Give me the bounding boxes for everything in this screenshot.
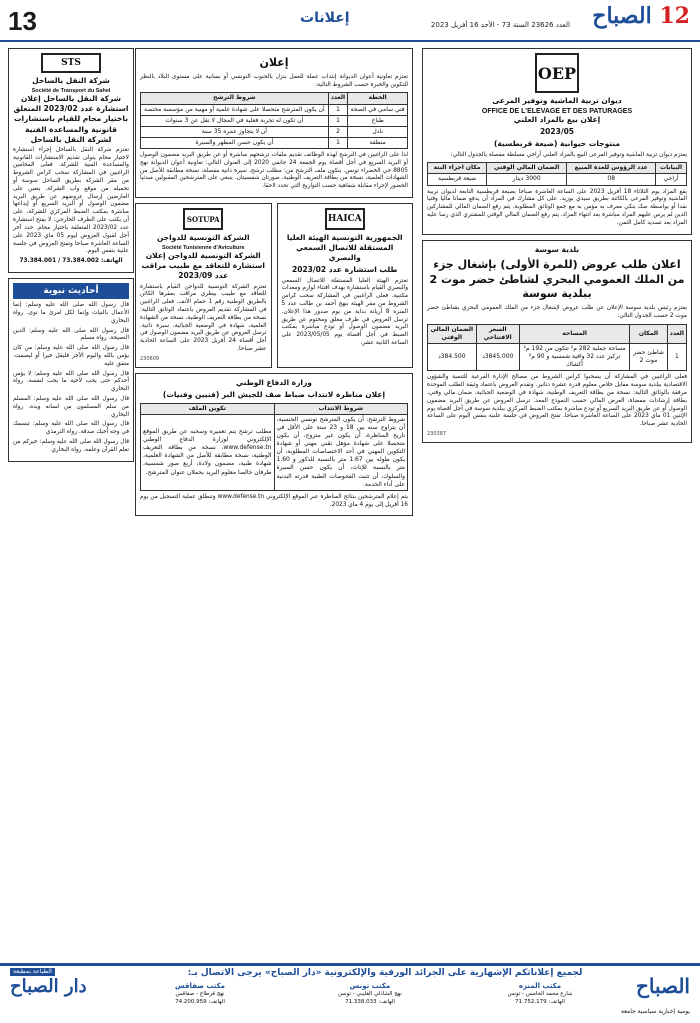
office-name: مكتب صفاقس [174, 982, 226, 990]
hotel-th: شروط الترشح [141, 93, 329, 104]
oep-logo: OEP [535, 53, 579, 93]
hadith-item: قال رسول الله صلى الله عليه وسلم: من كان يؤمن بالله واليوم الآخر فليقل خيرا أو ليصمت. متفق عليه [13, 345, 129, 367]
sotupa-authority-fr: Société Tunisienne d'Aviculture [161, 245, 245, 252]
hotel-td: أن يكون المترشح متحصلا على شهادة علمية أو مهنية من مؤسسة مختصة [141, 104, 329, 115]
hotel-table [140, 92, 408, 148]
haica-authority: الجمهورية التونسية الهيئة العليا المستقلة للاتصال السمعي والبصري [286, 233, 403, 263]
hotel-td: أن تكون له تجربة فعلية في المجال لا تقل عن 3 سنوات [141, 115, 329, 126]
masthead [0, 0, 700, 42]
oep-th: مكان اجراء البتة [428, 163, 487, 174]
transport-title: شركة النقل بالساحل إعلان استشارة عدد 2023/02 المتعلق باختيار محام للقيام باستشارات قانونية والمساعدة الفنية لشركة النقل بالساحل [13, 94, 129, 144]
sotupa-ad [135, 203, 272, 368]
footer-logo: الصباح [635, 974, 690, 998]
footer-offices [120, 982, 620, 1006]
haica-logo: HAICA [325, 208, 365, 230]
haica-ad [277, 203, 414, 368]
hotel-intro: تعتزم تعاونية أعوان الديوانة إنتداب عملة للعمل بنزل بالجنوب التونسي أو بسانية على مستوى البلاد بالنظر للتكوين والخبرة حسب الشروط التالية: [140, 73, 408, 88]
table-row [428, 344, 687, 371]
hadith-item: قال رسول الله صلى الله عليه وسلم: لا يؤمن أحدكم حتى يحب لأخيه ما يحب لنفسه. رواه البخاري [13, 370, 129, 393]
table-row [428, 174, 687, 185]
haica-title: طلب استشارة عدد 2023/02 [292, 265, 398, 275]
oep-th: البيانات [656, 163, 687, 174]
office-item [460, 982, 620, 1006]
footer-print-label: الطباعة بمطبعة [10, 968, 55, 976]
table-row [141, 115, 408, 126]
defense-ad [135, 373, 413, 517]
hotel-td: أن لا يتجاوز عمره 35 سنة [141, 126, 329, 137]
hadith-title: أحاديث نبوية [13, 283, 129, 299]
hotel-td: 1 [328, 115, 347, 126]
oep-notice-title: إعلان بيع بالمزاد العلني [513, 115, 601, 125]
sousse-td: 384.500د [428, 344, 477, 371]
hadith-box [8, 278, 134, 462]
transport-authority: شركة النقل بالساحل [32, 76, 110, 85]
sousse-title: اعلان طلب عروض (للمرة الأولى) بإشغال جزء من الملك العمومي البحري لشاطئ حضر موت 2 ببلدية سوسة [429, 257, 685, 301]
office-address: شارع محمد الخامس - تونس [507, 991, 573, 998]
office-item [120, 982, 280, 1006]
office-name: مكتب المنزه [518, 982, 562, 990]
hadith-item: قال رسول الله صلى الله عليه وسلم: المسلم من سلم المسلمون من لسانه ويده. رواه البخاري [13, 396, 129, 418]
hotel-td: 1 [328, 137, 347, 148]
oep-agency: ديوان تربية الماشية وتوفير المرعى [492, 96, 622, 105]
sousse-authority: بلدية سوسة [534, 244, 580, 254]
hadith-item: قال رسول الله صلى الله عليه وسلم: تبسمك في وجه أخيك صدقة. رواه الترمذي [13, 421, 129, 436]
sousse-th: العدد [667, 324, 686, 343]
sousse-th: المكان [630, 324, 667, 343]
office-phone: الهاتف: 71.752.179 [515, 998, 565, 1005]
sousse-td: مساحة جملية 282 م² تتكون من 192 م² تركيز عدد 32 واقية شمسية و 90 م² أكشاك [519, 344, 629, 371]
oep-th: الضمان المالي الوقتي [487, 163, 567, 174]
left-column [8, 48, 134, 467]
table-row [141, 414, 408, 490]
transport-phone: الهاتف: 73.384.002 / 73.384.001 [19, 258, 123, 265]
transport-body: تعتزم شركة النقل بالساحل إجراء استشارة لاختيار محام يتولى تقديم الاستشارات القانونية والمساعدة الفنية للشركة. فعلى المحامين الراغبين في المشاركة سحب كراس الشروط من مقر الشركة بطريق الساحل سوسة أو تحميله من موقع واب الشركة. يتعين على العارضين إرسال عروضهم عن طريق البريد مضمون الوصول أو البريد السريع أو إيداعها مباشرة بمكتب الضبط المركزي للشركة، على أن يكتب على الظرف الخارجي: لا يفتح استشارة عدد 2023/02 المتعلقة باختيار محام. حدد آخر أجل لقبول العروض ليوم 05 ماي 2023 على الساعة العاشرة صباحا وتفتح العروض في جلسة علنية بنفس اليوم. [13, 146, 129, 255]
hotel-th: العدد [328, 93, 347, 104]
newspaper-logo [592, 3, 690, 29]
sotupa-logo: SOTUPA [183, 208, 223, 230]
office-name: مكتب تونس [349, 982, 391, 990]
footer-tagline: لجميع إعلاناتكم الإشهارية على الجرائد الورقية والإلكترونية «دار الصباح» يرجى الاتصال بـ: [187, 968, 583, 978]
hotel-td: 2 [328, 126, 347, 137]
sotupa-authority: الشركة التونسية للدواجن [156, 233, 250, 242]
sousse-td: شاطئ حضر موت 2 [630, 344, 667, 371]
sousse-tender-ad [422, 240, 692, 443]
sousse-body: فعلى الراغبين في المشاركة أن يسحبوا كراس الشروط من مصالح الإدارة الفرعية للتنمية والشؤون الاقتصادية ببلدية سوسة مقابل خلاص معلوم قدره عشرة دنانير. وتقدم العروض باعتماد وثيقة الطلب الموحدة مرفقة بالوثائق التالية: نسخة من بطاقة التعريف الوطنية، شهادة في الوضعية الجبائية، ضمان مالي وقتي، بطاقة إرشادات ممضاة، العرض المالي حسب النموذج المعد. ترسل العروض عن طريق البريد مضمون الوصول أو عن طريق البريد السريع أو تودع مباشرة بمكتب الضبط المركزي ببلدية سوسة في أجل أقصاه يوم الإثنين 01 ماي 2023 على الساعة العاشرة صباحا. تفتح العروض في جلسة علنية بنفس اليوم على الساعة الحادية عشر صباحا. [427, 374, 687, 428]
office-phone: الهاتف: 74.200.959 [175, 998, 225, 1005]
sotupa-serial: 230609 [140, 355, 160, 362]
hadith-item: قال رسول الله صلى الله عليه وسلم: إنما الأعمال بالنيات وإنما لكل امرئ ما نوى. رواه البخاري [13, 302, 129, 324]
hotel-td: منظفة [348, 137, 408, 148]
oep-body: يقع المزاد يوم الثلاثاء 18 أفريل 2023 على الساعة العاشرة صباحا بضيعة قربطسية التابعة لديوان تربية الماشية وتوفير المرعى بالكائنة بطريق سيدي بوزيد. على كل مشارك في المزاد أن يدفع ضمانا ماليا وقتيا نقدا أو بواسطة صك بنكي معرف به مؤمن به مع جمع الوثائق المطلوبة. يتم رفع الضمان المالي للمشاركين الذين لم يرس عليهم المزاد مباشرة بعد انتهاء المزاد. يتم رفع الضمان المالي الوقتي للمشتري الذي رسا عليه المزاد بعد تسديد كامل الثمن. [427, 188, 687, 226]
defense-th: تكوين الملف [141, 403, 275, 414]
sousse-table [427, 324, 687, 371]
brand-name: الصباح [592, 3, 652, 29]
middle-pair [135, 203, 413, 373]
office-phone: الهاتف: 71.338.033 [345, 998, 395, 1005]
defense-title: وزارة الدفاع الوطني [236, 377, 312, 387]
hotel-td: فني سامي في الصحة [348, 104, 408, 115]
defense-table [140, 403, 408, 491]
hotel-title: إعلان [259, 56, 289, 69]
sousse-th: السعر الافتتاحي [476, 324, 519, 343]
oep-auction-ad [422, 48, 692, 235]
table-row [141, 126, 408, 137]
transport-ad [8, 48, 134, 273]
defense-th: شروط الانتداب [274, 403, 408, 414]
hotel-td: نادل [348, 126, 408, 137]
sousse-intro: يعتزم رئيس بلدية سوسة الإعلان عن طلب عروض لإشغال جزء من الملك العمومي البحري بشاطئ حضر موت 2 حسب الجدول التالي: [427, 305, 687, 320]
haica-body: تعتزم الهيئة العليا المستقلة للاتصال السمعي والبصري القيام باستشارة بهدف اقتناء لوازم ومعدات مكتبية. فعلى الراغبين في المشاركة سحب كراس الشروط من مقر الهيئة بنهج أحمد بن طالب عدد 5 المنزه 8 أريانة بداية من يوم صدور هذا الإعلان. ترسل العروض في ظرف مغلق ومختوم عن طريق البريد مضمون الوصول أو تودع مباشرة بمكتب الضبط في أجل أقصاه يوم 2023/05/05 على الساعة الثانية عشر. [281, 277, 408, 346]
sousse-th: المساحة [519, 324, 629, 343]
defense-file: مطلب ترشح يتم تعميره وسحبه عن طريق الموقع الإلكتروني لوزارة الدفاع الوطني www.defense.tn، نسخة من بطاقة التعريف الوطنية، نسخة مطابقة للأصل من الشهادة العلمية، شهادة طبية، مضمون ولادة، أربع صور شمسية، ظرفان خالصا معلوم البريد يحملان عنوان المترشح. [141, 414, 275, 490]
page-number: 13 [8, 6, 37, 36]
footer-logo-left: دار الصباح [10, 976, 87, 997]
office-address: نهج قرطاج - صفاقس [175, 991, 225, 998]
issue-line: العدد 23626 السنة 73 - الأحد 16 أفريل 2023 [430, 21, 570, 29]
sousse-td: 1 [667, 344, 686, 371]
sousse-th: الضمان المالي الوقتي [428, 324, 477, 343]
defense-subtitle: إعلان مناظرة لانتداب ضباط صف للجيش البر (فنيين وفنيات) [162, 389, 386, 399]
sousse-td: 3845.000د [476, 344, 519, 371]
hotel-body: لذا على الراغبين في الترشح لهذه الوظائف تقديم ملفات ترشحهم مباشرة أو عن طريق البريد مضمون الوصول أو البريد السريع في أجل أقصاه يوم الجمعة 24 جانفي 2020 إلى العنوان التالي: تعاونية أعوان الديوانة نهج 8805 حي الخضراء تونس. يتكون ملف الترشح من: مطلب ترشح، سيرة ذاتية مفصلة، نسخة مطابقة للأصل من الشهادات العلمية، نسخة من بطاقة التعريف الوطنية، صورتان شمسيتان. ينبغي على المترشحين المقبولين مبدئيا الحضور لإجراء مقابلة شفاهية حسب التواريخ التي تحدد لاحقا. [140, 151, 408, 190]
oep-td: ضيعة قربطسية [428, 174, 487, 185]
sotupa-title: الشركة التونسية للدواجن إعلان استشارة للتعاقد مع طبيب مراقب عدد 2023/09 [141, 251, 265, 281]
hadith-item: قال رسول الله صلى الله عليه وسلم: الدين النصيحة. رواه مسلم [13, 327, 129, 342]
oep-th: عدد الرؤوس للعدة المبيع [567, 163, 656, 174]
oep-intro: يعتزم ديوان تربية الماشية وتوفير المرعى البيع بالمزاد العلني أراخي مسلطة مفصلة بالجدول التالي: [450, 151, 687, 158]
hotel-td: أن يكون حسن المظهر والسيرة [141, 137, 329, 148]
middle-column [135, 48, 413, 521]
hadith-item: قال رسول الله صلى الله عليه وسلم: خيركم من تعلم القرآن وعلمه. رواه البخاري [13, 439, 129, 453]
oep-subject: منتوجات حيوانية (ضيعة قربطسية) [493, 139, 621, 149]
footer-banner [0, 963, 700, 1023]
brand-number: 12 [659, 3, 690, 29]
transport-authority-fr: Société de Transport du Sahel [31, 88, 111, 95]
office-address: نهج الشاذلي القليبي - تونس [338, 991, 402, 998]
oep-td: أراخي [656, 174, 687, 185]
hotel-th: الخطة [348, 93, 408, 104]
table-row [141, 104, 408, 115]
right-column [422, 48, 692, 448]
oep-agency-fr: OFFICE DE L'ELEVAGE ET DES PATURAGES [481, 108, 633, 116]
hotel-td: طباخ [348, 115, 408, 126]
sotupa-body: تعتزم الشركة التونسية للدواجن القيام باستشارة للتعاقد مع طبيب بيطري مراقب بمقرها الكائن بالطريق الوطنية رقم 1 حمام الأنف. فعلى الراغبين في المشاركة تقديم العروض باعتماد الوثائق التالية: نسخة من بطاقة التعريف الوطنية، نسخة من الشهادة العلمية، شهادة في الوضعية الجبائية، سيرة ذاتية. ترسل العروض عن طريق البريد مضمون الوصول في أجل أقصاه 24 أفريل 2023 على الساعة الحادية عشر صباحا. [140, 283, 267, 352]
oep-td: 3000 دينار [487, 174, 567, 185]
footer-slogan: يومية إخبارية سياسية جامعة [620, 1008, 690, 1015]
table-row [141, 137, 408, 148]
oep-td: 08 [567, 174, 656, 185]
defense-conditions: شروط الترشح: أن يكون المترشح تونسي الجنسية، أن يتراوح سنه بين 18 و 23 سنة على الأقل في تاريخ المناظرة، أن يكون غير متزوج، أن يكون متحصلا على شهادة مؤهل تقني مهني أو شهادة التكوين المهني في أحد الاختصاصات المطلوبة، أن يكون طوله بين 1.67 متر بالنسبة للذكور و 1.60 متر بالنسبة للإناث، أن يكون حسن السيرة والسلوك، أن تثبت الفحوصات الطبية قدرته البدنية على أداء الخدمة. [274, 414, 408, 490]
office-item [290, 982, 450, 1006]
hotel-recruitment-ad [135, 48, 413, 198]
section-title: إعلانات [300, 10, 350, 26]
hotel-td: 1 [328, 104, 347, 115]
oep-table [427, 162, 687, 185]
defense-footer-note: يتم إعلام المترشحين بنتائج المناظرة عبر الموقع الإلكتروني www.defense.tn وتنطلق عملية التسجيل من يوم 16 أفريل إلى يوم 4 ماي 2023. [140, 493, 409, 508]
oep-notice-number: 2023/05 [539, 127, 575, 137]
sousse-serial: 230387 [427, 431, 447, 437]
transport-logo: STS [41, 53, 101, 73]
